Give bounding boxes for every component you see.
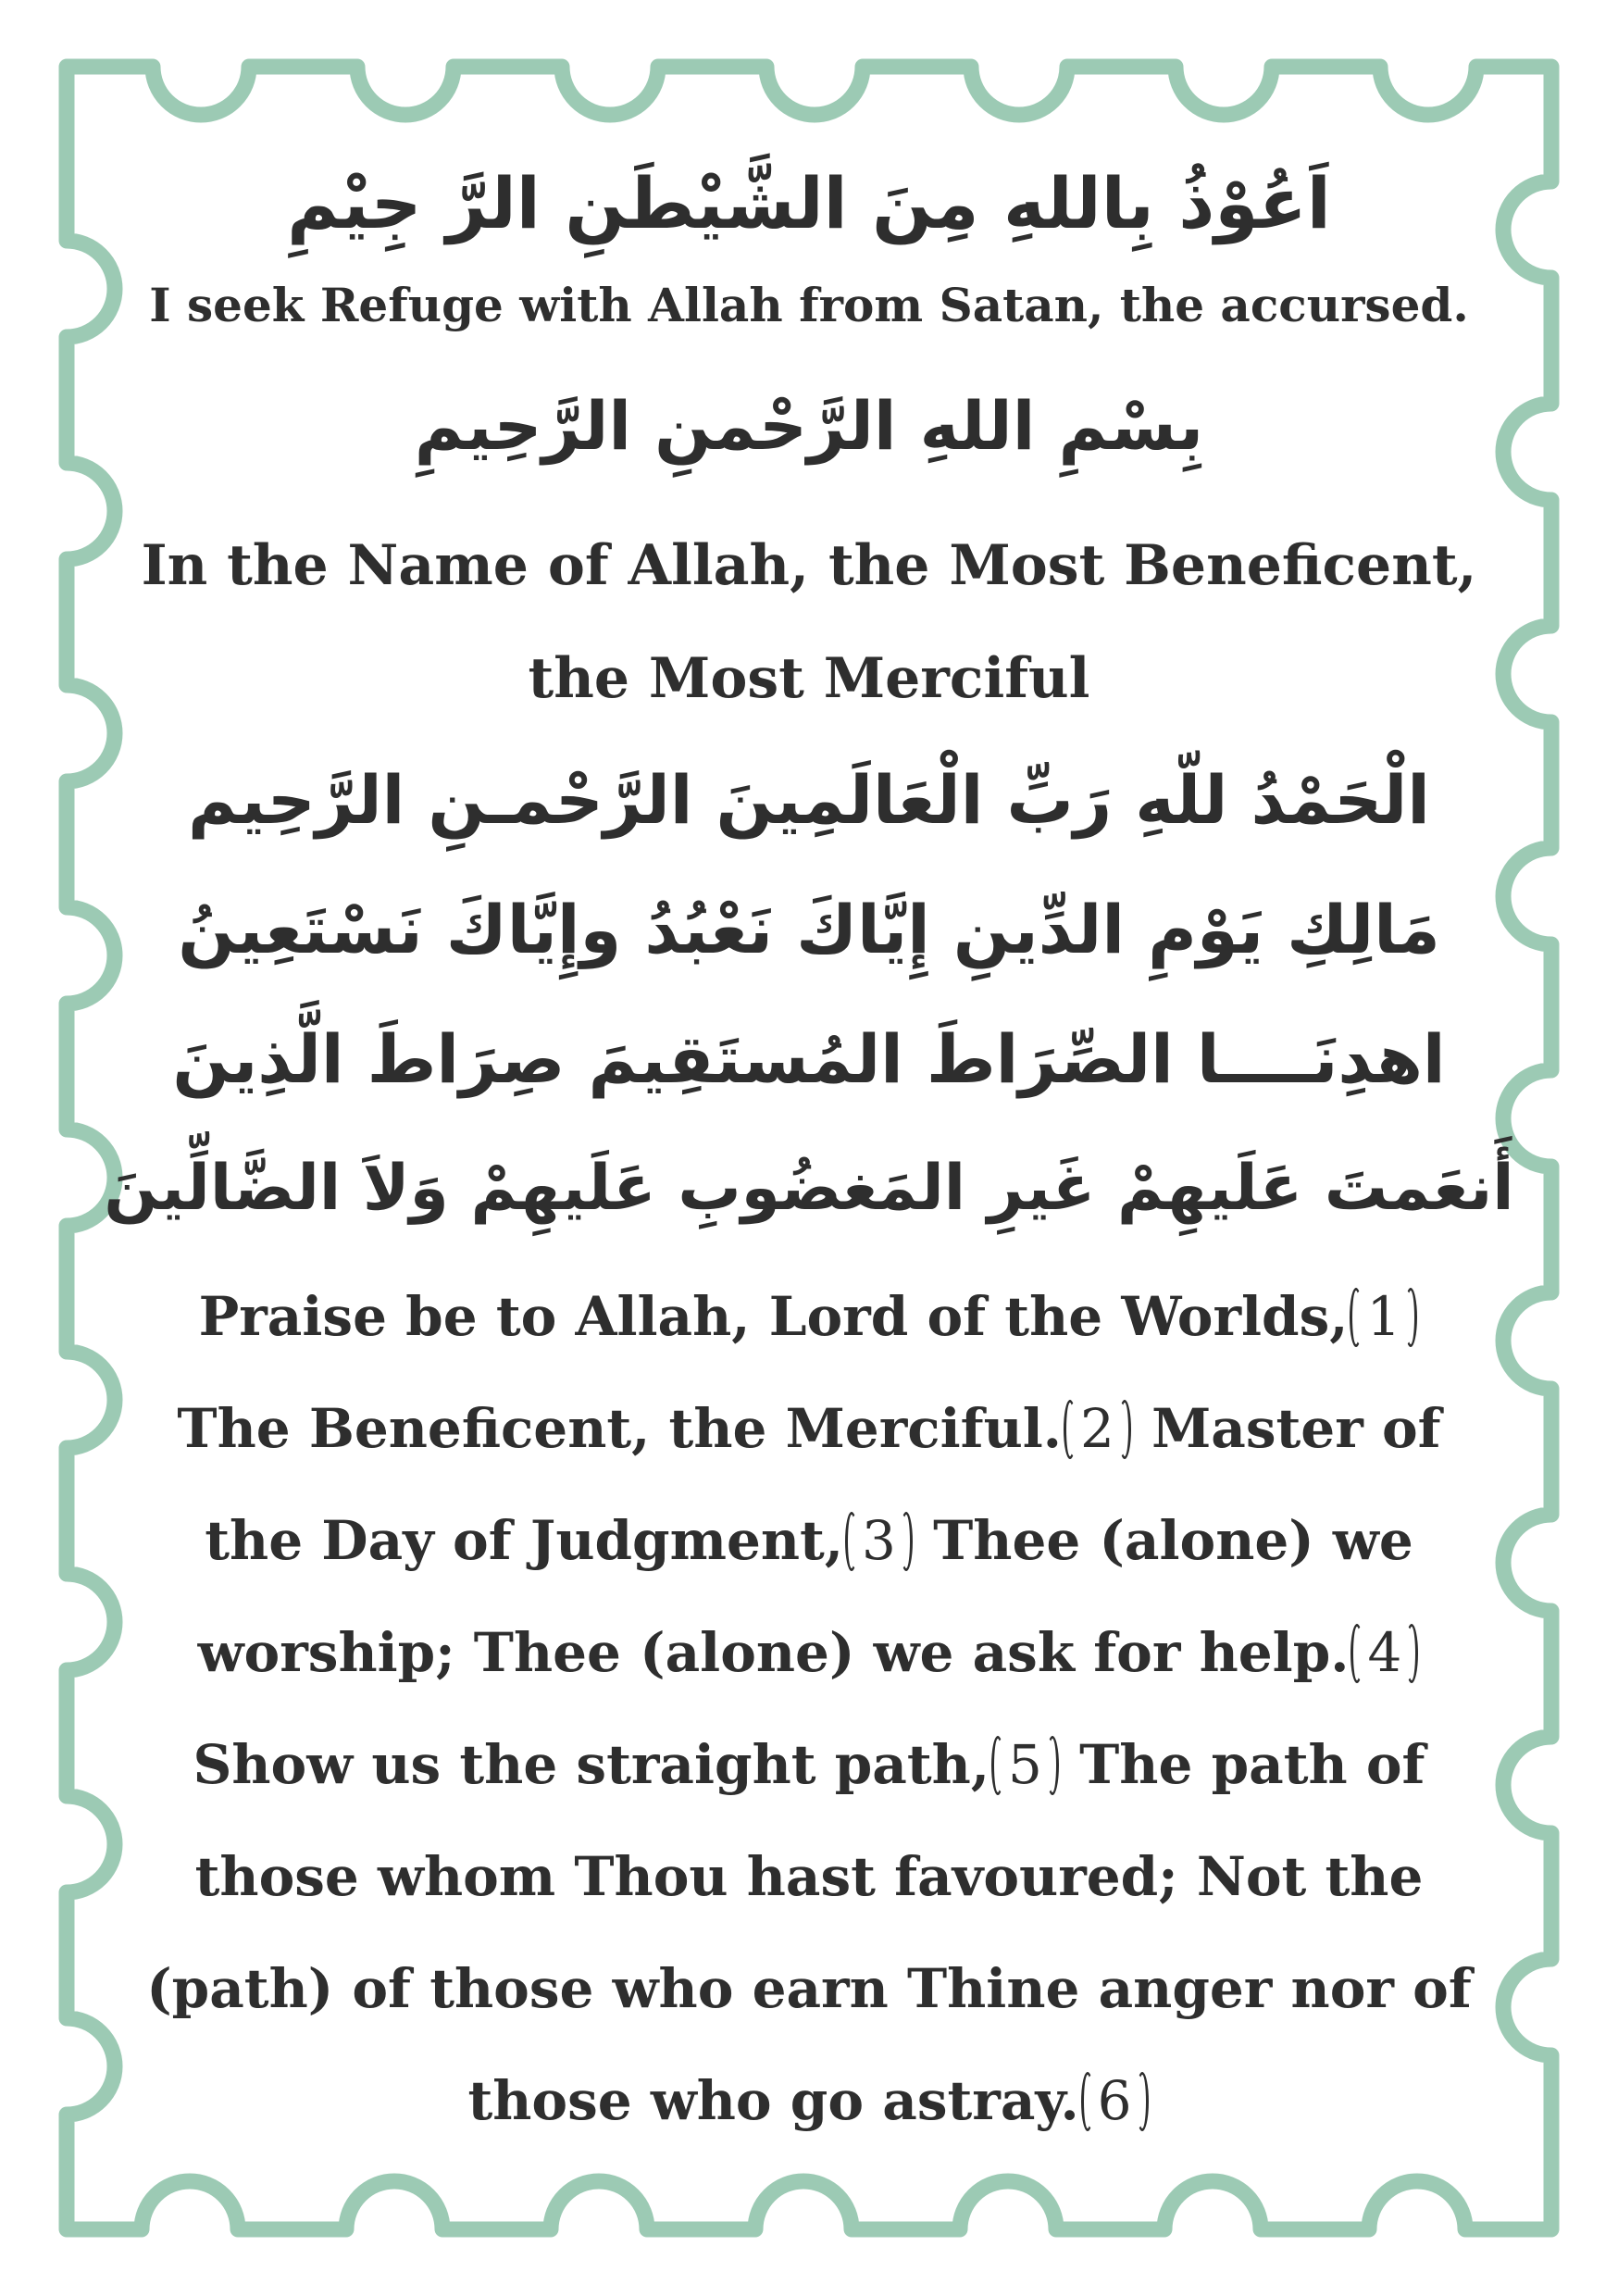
translation-text: The Beneficent, the Merciful. [177, 1397, 1062, 1460]
taawwudh-english: I seek Refuge with Allah from Satan, the accursed. [149, 278, 1469, 332]
verse-number: 6 [1097, 2069, 1132, 2132]
verse-ornament-left-icon [1350, 1624, 1363, 1683]
surah-arabic-line-3: اهدِنَــــا الصِّرَاطَ المُستَقِيمَ صِرَاطَ الَّذِينَ [172, 1020, 1446, 1098]
translation-line-3 [102, 1485, 1516, 1597]
verse-number-marker [1081, 2045, 1149, 2157]
verse-number: 3 [862, 1509, 896, 1572]
translation-line-1 [102, 1261, 1516, 1373]
verse-number-marker [1064, 1373, 1131, 1485]
verse-number: 2 [1079, 1397, 1114, 1460]
verse-number: 5 [1008, 1733, 1042, 1796]
translation-text: Show us the straight path, [193, 1733, 990, 1796]
translation-text: worship; Thee (alone) we ask for help. [197, 1621, 1350, 1684]
verse-ornament-right-icon [1136, 2072, 1149, 2131]
verse-ornament-right-icon [1404, 1288, 1417, 1347]
surah-arabic-line-2: مَالِكِ يَوْمِ الدِّينِ إِيَّاكَ نَعْبُدُ وإِيَّاكَ نَسْتَعِينُ [178, 891, 1440, 968]
verse-number-marker [1350, 1261, 1417, 1373]
verse-ornament-right-icon [1046, 1736, 1059, 1795]
basmala-english-line-2: the Most Merciful [528, 646, 1090, 711]
verse-ornament-right-icon [1405, 1624, 1418, 1683]
verse-ornament-right-icon [900, 1512, 913, 1571]
surah-arabic-line-1: الْحَمْدُ للّهِ رَبِّ الْعَالَمِينَ الرَّحْمـنِ الرَّحِيم [188, 761, 1430, 839]
verse-number-marker [845, 1485, 913, 1597]
translation-line-4 [102, 1597, 1516, 1709]
verse-ornament-left-icon [1350, 1288, 1363, 1347]
translation-line-5 [102, 1709, 1516, 1821]
verse-ornament-left-icon [991, 1736, 1004, 1795]
translation-text: the Day of Judgment, [205, 1509, 844, 1572]
translation-text: The path of [1060, 1733, 1425, 1796]
verse-ornament-left-icon [1064, 1400, 1077, 1459]
translation-line-2 [102, 1373, 1516, 1485]
basmala-english-line-1: In the Name of Allah, the Most Beneficent, [141, 533, 1477, 598]
surah-arabic-line-4: أَنعَمتَ عَلَيهِمْ غَيرِ المَغضُوبِ عَلَيهِمْ وَلاَ الضَّالِّينَ [104, 1152, 1514, 1225]
prayer-card-content [102, 139, 1516, 2157]
taawwudh-arabic: اَعُوْذُ بِاللهِ مِنَ الشَّيْطَنِ الرَّ جِيْمِ [287, 162, 1331, 244]
translation-text: (path) of those who earn Thine anger nor of [146, 1957, 1472, 2020]
verse-number: 4 [1367, 1621, 1402, 1684]
translation-line-6 [102, 1821, 1516, 1933]
translation-line-7 [102, 1933, 1516, 2045]
translation-text: Master of [1132, 1397, 1441, 1460]
basmala-arabic: بِسْمِ اللهِ الرَّحْمنِ الرَّحِيمِ [414, 387, 1204, 465]
verse-number: 1 [1366, 1285, 1401, 1348]
section-spacer [102, 1254, 1516, 1261]
translation-text: those whom Thou hast favoured; Not the [194, 1845, 1424, 1908]
verse-number-marker [1350, 1597, 1418, 1709]
verse-ornament-left-icon [845, 1512, 858, 1571]
translation-text: those who go astray. [467, 2069, 1079, 2132]
translation-text: Thee (alone) we [914, 1509, 1413, 1572]
verse-ornament-left-icon [1081, 2072, 1094, 2131]
verse-ornament-right-icon [1118, 1400, 1131, 1459]
translation-line-8 [102, 2045, 1516, 2157]
translation-text: Praise be to Allah, Lord of the Worlds, [198, 1285, 1349, 1348]
verse-number-marker [991, 1709, 1059, 1821]
